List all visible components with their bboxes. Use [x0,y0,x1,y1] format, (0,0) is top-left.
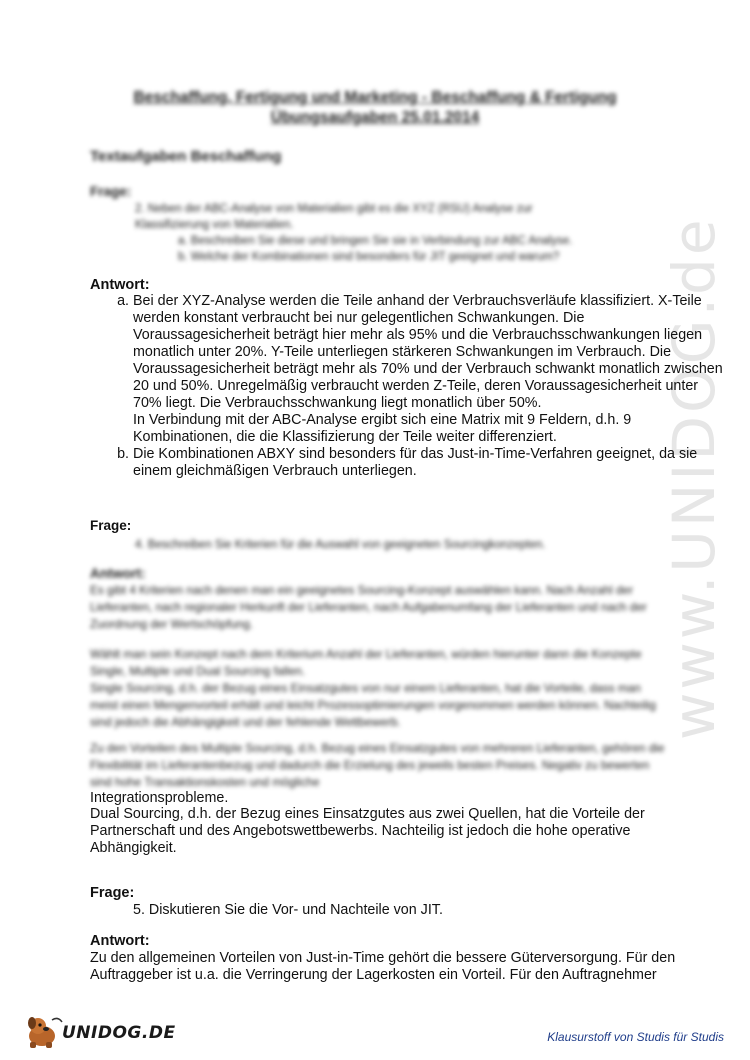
answer-1-item-a-paragraph-1: Bei der XYZ-Analyse werden die Teile anhand der Verbrauchsverläufe klassifiziert. X-Teile werden konstant verbraucht bei nur gelegentlichen Schwankungen. Die Voraussagesicherheit beträgt hier mehr als 95% und die Verbrauchsschwankungen liegen monatlich unter 20%. Y-Teile unterliegen stärkeren Schwankungen im Verbrauch. Die Voraussagesicherheit beträgt mehr als 70% und der Verbrauch schwankt monatlich zwischen 20 und 50%. Unregelmäßig verbraucht werden Z-Teile, deren Voraussagesicherheit unter 70% liegt. Die Verbrauchsschwankung liegt monatlich über 50%. [133,293,723,411]
answer-2-paragraph-4: Zu den Vorteilen des Multiple Sourcing, d.h. Bezug eines Einsatzgutes von mehreren Lieferanten, gehören die Flexibilität im Lieferantenbezug und dadurch die Erzielung des jeweils besten Preises. Negativ zu bewerten sind hohe Transaktionskosten und mögliche [90,741,665,789]
answer-1-list [90,293,723,480]
question-1-text [135,201,655,233]
question-1-line-2: Klassifizierung von Materialien. [135,219,294,231]
footer-tagline: Klausurstoff von Studis für Studis [547,1030,724,1044]
answer-1-item-a [133,293,723,446]
answer-1-item-b [133,446,723,480]
answer-2-label: Antwort: [90,566,146,581]
question-1-sub-a: a. Beschreiben Sie diese und bringen Sie sie in Verbindung zur ABC Analyse. [178,235,573,247]
answer-3-label: Antwort: [90,933,150,949]
dog-mascot-icon [28,1017,62,1048]
question-3-label: Frage: [90,885,135,901]
section-heading: Textaufgaben Beschaffung [90,148,282,165]
logo-text: UNIDOG.DE [62,1023,176,1043]
answer-1-item-b-text: Die Kombinationen ABXY sind besonders für das Just-in-Time-Verfahren geeignet, da sie einem gleichmäßigen Verbrauch unterliegen. [133,446,698,479]
answer-1-item-a-paragraph-2: In Verbindung mit der ABC-Analyse ergibt sich eine Matrix mit 9 Feldern, d.h. 9 Kombinationen, die die Klassifizierung der Teile weiter differenziert. [133,412,632,445]
answer-2-paragraph-5: Dual Sourcing, d.h. der Bezug eines Einsatzgutes aus zwei Quellen, hat die Vorteile der Partnerschaft und des Angebotswettbewerbs. Nachteilig ist jedoch die hohe operative Abhängigkeit. [90,806,645,856]
title-line-2: Übungsaufgaben 25.01.2014 [270,109,480,126]
answer-1-label: Antwort: [90,277,150,293]
question-1-sub-b: b. Welche der Kombinationen sind besonders für JIT geeignet und warum? [178,251,560,263]
question-2-label: Frage: [90,518,132,533]
watermark: www.UNIDOG.de [660,216,728,740]
question-1-label: Frage: [90,184,132,199]
title-line-1: Beschaffung, Fertigung und Marketing - Beschaffung & Fertigung [133,89,617,106]
answer-2-paragraph-2: Wählt man sein Konzept nach dem Kriterium Anzahl der Lieferanten, würden hierunter dann die Konzepte Single, Multiple und Dual Sourcing fallen. [90,647,642,678]
question-1-line-1: 2. Neben der ABC-Analyse von Materialien gibt es die XYZ (RSU) Analyse zur [135,203,533,215]
answer-3-text: Zu den allgemeinen Vorteilen von Just-in-Time gehört die bessere Güterversorgung. Für den Auftraggeber ist u.a. die Verringerung der Lagerkosten ein Vorteil. Für den Auftragnehmer [90,950,676,983]
answer-2-paragraph-3: Single Sourcing, d.h. der Bezug eines Einsatzgutes von nur einem Lieferanten, hat die Vorteile, dass man meist einen Mengenvorteil erhält und leicht Prozessoptimierungen vorgenommen werden können. Nachteilig sind jedoch die Abhängigkeit und der fehlende Wettbewerb. [90,681,656,729]
answer-2-paragraph-4-end: Integrationsprobleme. [90,790,229,806]
question-2-text: 4. Beschreiben Sie Kriterien für die Auswahl von geeigneten Sourcingkonzepten. [135,539,546,551]
question-1-subs [178,233,668,265]
question-3-text: 5. Diskutieren Sie die Vor- und Nachteile von JIT. [133,902,443,918]
answer-2-paragraph-1: Es gibt 4 Kriterien nach denen man ein geeignetes Sourcing-Konzept auswählen kann. Nach Anzahl der Lieferanten, nach regionaler Herkunft der Lieferanten, nach Aufgabenumfang der Lieferanten und nach der Zuordnung der Wertschöpfung. [90,583,647,631]
document-title [90,88,660,128]
